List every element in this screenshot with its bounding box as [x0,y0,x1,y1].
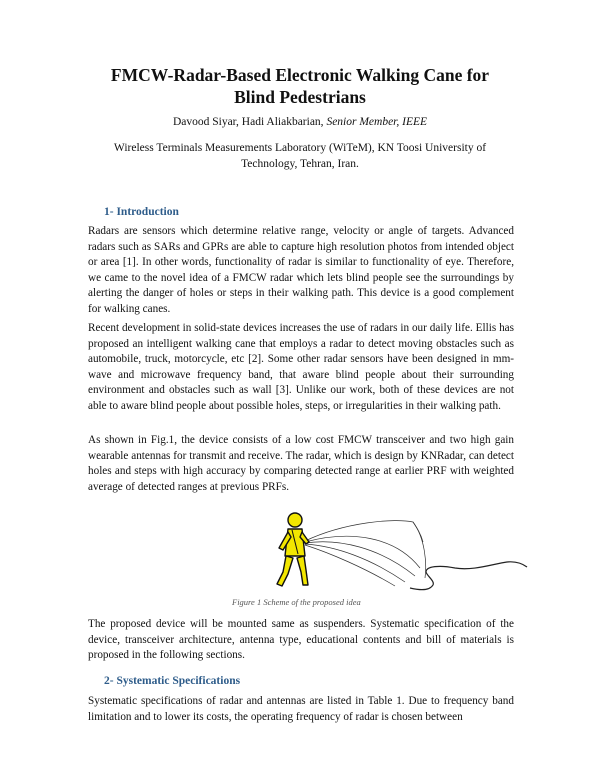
affiliation: Wireless Terminals Measurements Laboratory (WiTeM), KN Toosi University of Technology, Tehran, Iran. [113,142,487,170]
title-line-1: FMCW-Radar-Based Electronic Walking Cane for [110,65,490,85]
intro-paragraph-1: Radars are sensors which determine relative range, velocity or angle of targets. Advanced radars such as SARs and GPRs are able to capture high resolution photos from intended object or area [1]. In other words, functionality of radar is similar to functionality of eye. Therefore, we came to the novel idea of a FMCW radar which lets blind people see the surroundings by alerting the danger of holes or steps in their walking path. This device is a good complement for walking canes. [88,225,514,315]
post-figure-paragraph: The proposed device will be mounted same as suspenders. Systematic specification of the device, transceiver architecture, antenna type, educational contents and bill of materials is proposed in the following sections. [88,618,514,662]
title-line-2: Blind Pedestrians [234,87,366,107]
intro-paragraph-2: Recent development in solid-state devices increases the use of radars in our daily life. Ellis has proposed an intelligent walking cane that employs a radar to detect moving obstacles such as automobile, truck, motorcycle, etc [2]. Some other radar sensors have been designed in mm-wave and microwave frequency band, that aware blind people about their surrounding environment and obstacles such as wall [3]. Unlike our work, both of these devices are not able to aware blind people about possible holes, steps, or irregularities in their walking path. [88,322,514,412]
intro-paragraph-3: As shown in Fig.1, the device consists of a low cost FMCW transceiver and two high gain wearable antennas for transmit and receive. The radar, which is design by KNRadar, can detect holes and steps with high accuracy by comparing detected range at earlier PRF with weighted average of detected ranges at previous PRFs. [88,434,514,493]
figure-walking-cane-scheme [255,508,530,594]
figure-caption: Figure 1 Scheme of the proposed idea [232,597,361,607]
section-heading-systematic-specifications: 2- Systematic Specifications [104,675,241,687]
paper-title [60,64,540,108]
radar-beam [305,521,426,586]
author-role: Senior Member, IEEE [326,116,428,128]
pedestrian-figure [277,513,309,586]
section-heading-introduction: 1- Introduction [104,206,179,218]
author-list [60,116,540,128]
author-names: Davood Siyar, Hadi Aliakbarian, [172,116,327,128]
specs-paragraph-1: Systematic specifications of radar and antennas are listed in Table 1. Due to frequency band limitation and to lower its costs, the operating frequency of radar is chosen between [88,695,514,723]
ground-path [410,562,527,590]
